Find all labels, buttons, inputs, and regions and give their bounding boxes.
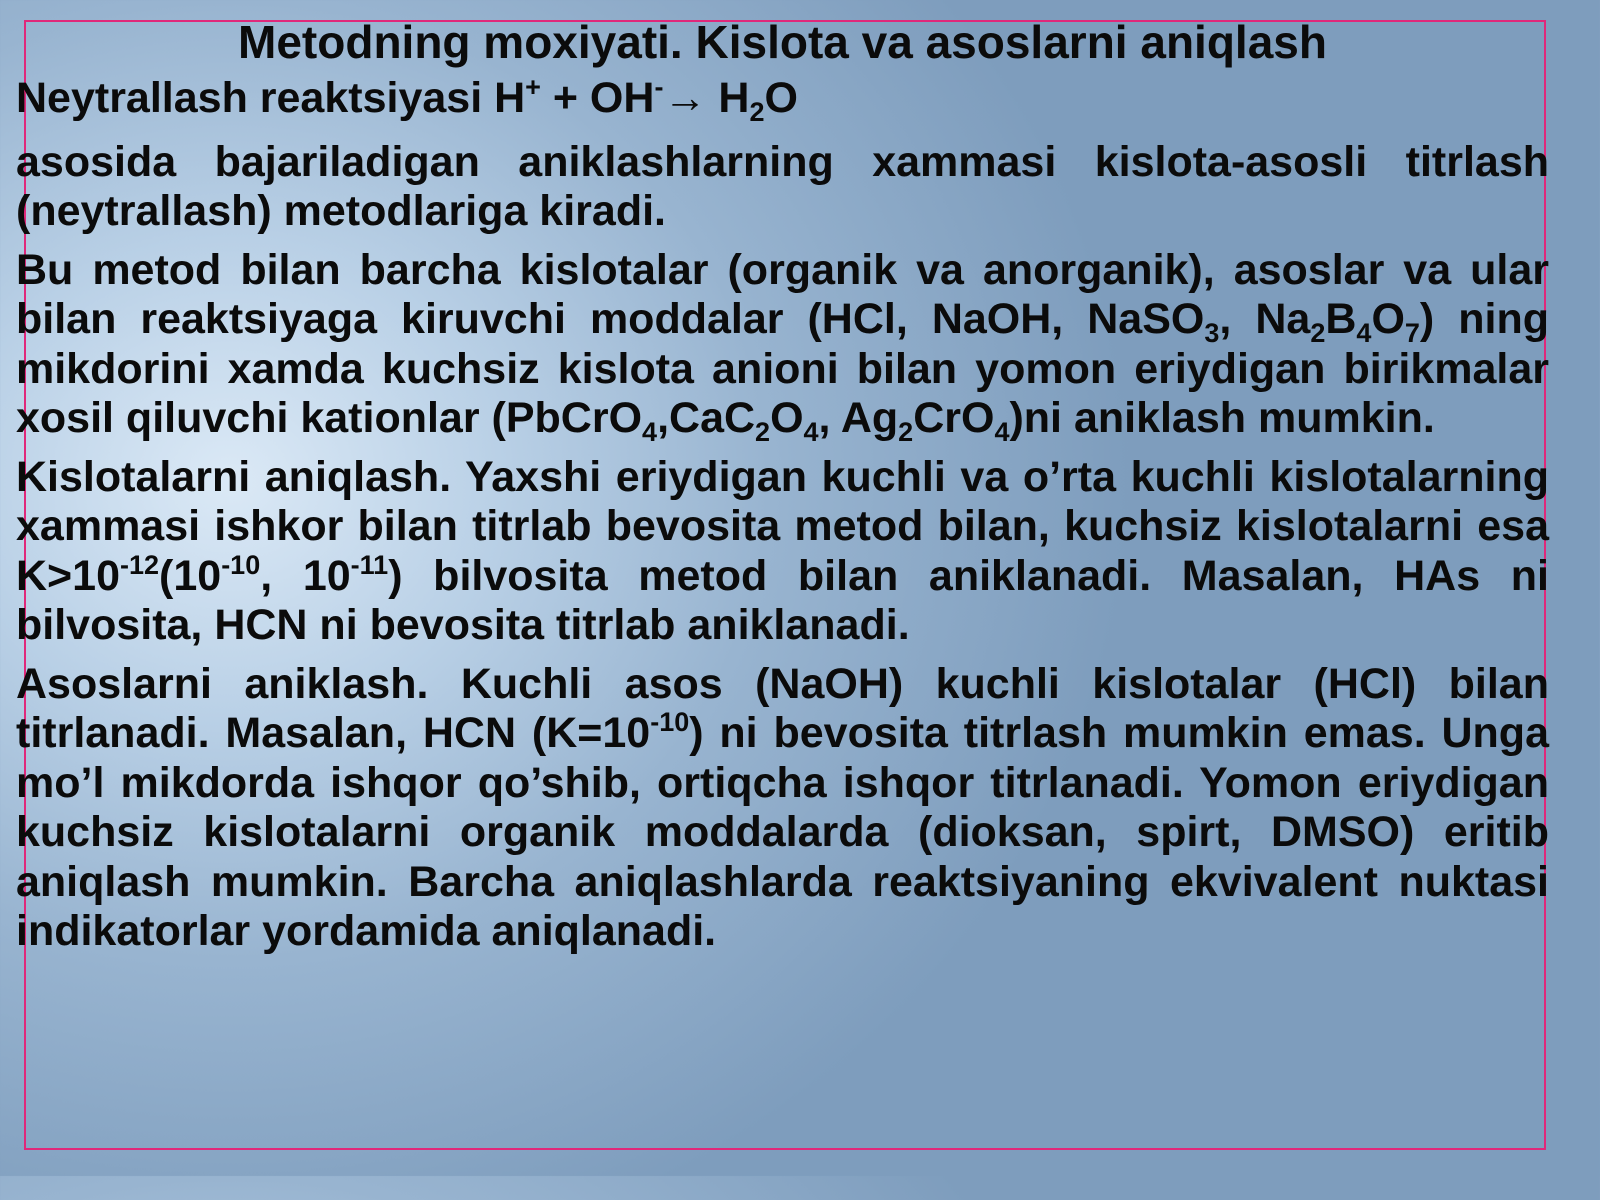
reaction-mid: + OH (540, 74, 655, 122)
subscript: 4 (642, 417, 658, 447)
text-run: O (770, 394, 804, 442)
text-run: CrO (913, 394, 995, 442)
subscript: 4 (803, 417, 819, 447)
subscript: 2 (755, 417, 771, 447)
text-run: ) ning mikdorini xamda kuchsiz kislota anioni bilan yomon eriydigan birikmalar xosil qiluvchi kationlar (PbCrO (16, 295, 1549, 442)
text-run: Asoslarni aniklash. Kuchli asos (NaOH) kuchli kislotalar (HCl) bilan titrlanadi. Masalan, HCN (K=10 (16, 659, 1549, 757)
superscript: -10 (221, 549, 261, 580)
text-run: B (1325, 295, 1357, 343)
text-run: ,CaC (657, 394, 756, 442)
slide-content (16, 14, 1549, 966)
subscript: 2 (1310, 318, 1326, 348)
subscript: 4 (994, 417, 1010, 447)
paragraph-neutralization-methods: asosida bajariladigan aniklashlarning xammasi kislota-asosli titrlash (neytrallash) metodlariga kiradi. (16, 137, 1549, 235)
text-run: , Ag (818, 394, 899, 442)
h-ion-charge: + (525, 72, 541, 102)
reaction-arrow: → H (663, 74, 750, 122)
subscript: 4 (1356, 318, 1372, 348)
superscript: -10 (650, 707, 690, 737)
text-run: ) ni bevosita titrlash mumkin emas. Unga mo’l mikdorda ishqor qo’shib, ortiqcha ishqor titrlanadi. Yomon eriydigan kuchsiz kislotalarni organik moddalarda (dioksan, spirt, DMSO) eritib aniqlash mumkin. Barcha aniqlashlarda reaktsiyaning ekvivalent nuktasi indikatorlar yordamida aniqlanadi. (16, 709, 1549, 955)
text-run: (10 (159, 551, 222, 600)
text-run: ) bilvosita metod bilan aniklanadi. Masalan, HAs ni bilvosita, HCN ni bevosita titrlab aniklanadi. (16, 551, 1549, 649)
text-run: O (1371, 295, 1405, 343)
paragraph-acid-determination (16, 453, 1549, 651)
paragraph-method-scope (16, 245, 1549, 447)
superscript: -12 (120, 549, 160, 580)
subscript: 7 (1404, 318, 1420, 348)
paragraph-base-determination (16, 660, 1549, 957)
text-run: , 10 (260, 551, 351, 600)
text-run: Bu metod bilan barcha kislotalar (organik va anorganik), asoslar va ular bilan reaktsiyaga kiruvchi moddalar (HCl, NaOH, NaSO (16, 245, 1549, 343)
text-run: Kislotalarni aniqlash. Yaxshi eriydigan kuchli va o’rta kuchli kislotalarning xammasi ishkor bilan titrlab bevosita metod bilan, kuchsiz kislotalarni esa K>10 (16, 452, 1549, 600)
reaction-prefix: Neytrallash reaktsiyasi H (16, 74, 526, 122)
neutralization-reaction (16, 72, 1549, 127)
text-run: )ni aniklash mumkin. (1009, 394, 1435, 442)
water-subscript: 2 (749, 97, 765, 127)
text-run: , Na (1219, 295, 1311, 343)
subscript: 2 (898, 417, 914, 447)
subscript: 3 (1204, 318, 1220, 348)
superscript: -11 (350, 549, 389, 580)
slide-title: Metodning moxiyati. Kislota va asoslarni aniqlash (238, 16, 1327, 68)
reaction-end: O (764, 74, 798, 122)
oh-ion-charge: - (654, 72, 664, 102)
